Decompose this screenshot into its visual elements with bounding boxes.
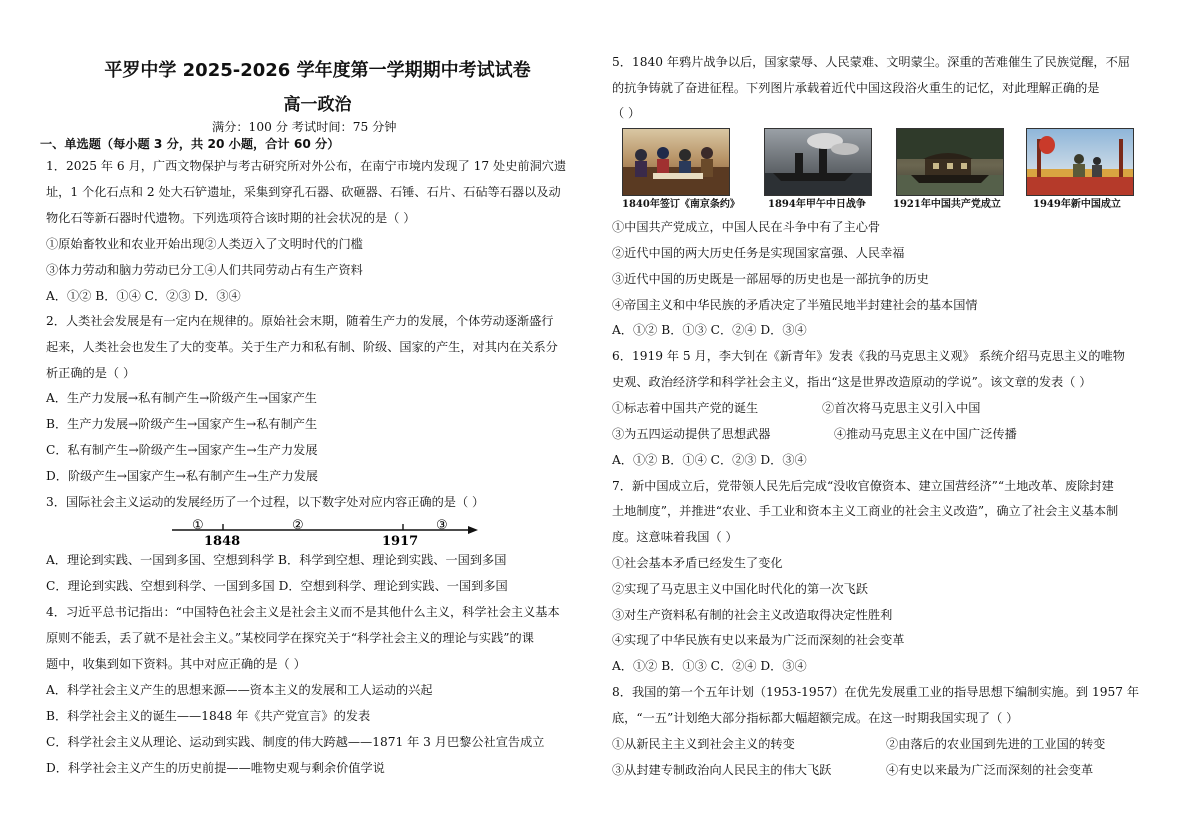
q6-statement-1: ①标志着中国共产党的诞生 [612,401,759,415]
q1-line-2: 址，1 个化石点和 2 处大石铲遗址，采集到穿孔石器、砍砸器、石锤、石片、石砧等石器以及动 [46,185,561,199]
founding-ceremony-icon [1027,129,1133,195]
section-heading: 一、单选题（每小题 3 分，共 20 小题，合计 60 分） [40,137,340,151]
q5-statement-3: ③近代中国的历史既是一部屈辱的历史也是一部抗争的历史 [612,272,929,286]
q1-options: A．①② B．①④ C．②③ D．③④ [46,289,241,303]
q4-option-c: C．科学社会主义从理论、运动到实践、制度的伟大跨越——1871 年 3 月巴黎公社宣告成立 [46,735,545,749]
q8-line-2: 底，“一五”计划绝大部分指标都大幅超额完成。在这一时期我国实现了（ ） [612,711,1019,725]
q7-statement-2: ②实现了马克思主义中国化时代化的第一次飞跃 [612,582,868,596]
timeline-mark-3: ③ [436,518,448,533]
timeline-year-1848: 1848 [204,534,241,548]
q4-line-3: 题中，收集到如下资料。其中对应正确的是（ ） [46,657,306,671]
q4-line-1: 4．习近平总书记指出：“中国特色社会主义是社会主义而不是其他什么主义，科学社会主义基本 [46,605,560,619]
q4-line-2: 原则不能丢，丢了就不是社会主义。”某校同学在探究关于“科学社会主义的理论与实践”的课 [46,631,534,645]
q2-option-c: C．私有制产生→阶级产生→国家产生→生产力发展 [46,443,318,457]
exam-info: 满分：100 分 考试时间：75 分钟 [212,120,397,134]
q2-line-1: 2．人类社会发展是有一定内在规律的。原始社会末期，随着生产力的发展，个体劳动逐渐盛行 [46,314,554,328]
q1-line-1: 1．2025 年 6 月，广西文物保护与考古研究所对外公布，在南宁市境内发现了 17 处史前洞穴遗 [46,159,567,173]
warship-icon [765,129,871,195]
q7-line-2: 土地制度”，并推进“农业、手工业和资本主义工商业的社会主义改造”，确立了社会主义基本制 [612,504,1119,518]
q7-statement-3: ③对生产资料私有制的社会主义改造取得决定性胜利 [612,608,893,622]
q1-line-3: 物化石等新石器时代遗物。下列选项符合该时期的社会状况的是（ ） [46,211,416,225]
exam-title: 平罗中学 2025-2026 学年度第一学期期中考试试卷 [104,60,531,81]
timeline-arrow [468,526,478,534]
q5-line-2: 的抗争铸就了奋进征程。下列图片承载着近代中国这段浴火重生的记忆，对此理解正确的是 [612,81,1100,95]
q5-options: A．①② B．①③ C．②④ D．③④ [612,323,807,337]
q7-statement-4: ④实现了中华民族有史以来最为广泛而深刻的社会变革 [612,633,905,647]
q5-line-1: 5．1840 年鸦片战争以后，国家蒙辱、人民蒙难、文明蒙尘。深重的苦难催生了民族觉醒，不屈 [612,55,1130,69]
q5-statement-1: ①中国共产党成立，中国人民在斗争中有了主心骨 [612,220,881,234]
caption-1921: 1921年中国共产党成立 [893,199,1001,210]
q3-options-cd: C．理论到实践、空想到科学、一国到多国 D．空想到科学、理论到实践、一国到多国 [46,579,508,593]
q6-options: A．①② B．①④ C．②③ D．③④ [612,453,807,467]
timeline-mark-1: ① [192,518,204,533]
q3-timeline [168,518,488,548]
q4-option-d: D．科学社会主义产生的历史前提——唯物史观与剩余价值学说 [46,761,385,775]
q6-statement-3: ③为五四运动提供了思想武器 [612,427,771,441]
q4-option-a: A．科学社会主义产生的思想来源——资本主义的发展和工人运动的兴起 [46,683,433,697]
q8-statement-1: ①从新民主主义到社会主义的转变 [612,737,795,751]
q6-line-1: 6．1919 年 5 月，李大钊在《新青年》发表《我的马克思主义观》 系统介绍马克思主义的唯物 [612,349,1125,363]
q7-options: A．①② B．①③ C．②④ D．③④ [612,659,807,673]
photo-prc-founding [1026,128,1134,196]
q5-statement-4: ④帝国主义和中华民族的矛盾决定了半殖民地半封建社会的基本国情 [612,298,978,312]
q3-line-1: 3．国际社会主义运动的发展经历了一个过程，以下数字处对应内容正确的是（ ） [46,495,485,509]
q8-statement-2: ②由落后的农业国到先进的工业国的转变 [886,737,1106,751]
q1-statement-2: ③体力劳动和脑力劳动已分工④人们共同劳动占有生产资料 [46,263,363,277]
q7-statement-1: ①社会基本矛盾已经发生了变化 [612,556,783,570]
caption-1894: 1894年甲午中日战争 [768,199,866,210]
q2-option-b: B．生产力发展→阶级产生→国家产生→私有制产生 [46,417,318,431]
q6-statement-2: ②首次将马克思主义引入中国 [822,401,981,415]
q5-line-3: （ ） [612,106,641,120]
q7-line-3: 度。这意味着我国（ ） [612,530,738,544]
q6-line-2: 史观、政治经济学和科学社会主义，指出“这是世界改造原动的学说”。该文章的发表（ ） [612,375,1092,389]
q8-statement-4: ④有史以来最为广泛而深刻的社会变革 [886,763,1094,777]
q8-line-1: 8．我国的第一个五年计划（1953-1957）在优先发展重工业的指导思想下编制实施。到 1957 年 [612,685,1140,699]
timeline-mark-2: ② [292,518,304,533]
caption-1949: 1949年新中国成立 [1033,199,1121,210]
photo-cpc-founding [896,128,1004,196]
q2-line-3: 析正确的是（ ） [46,366,136,380]
treaty-scene-icon [623,129,729,195]
subject-title: 高一政治 [283,95,352,115]
photo-nanjing-treaty [622,128,730,196]
q1-statement-1: ①原始畜牧业和农业开始出现②人类迈入了文明时代的门槛 [46,237,363,251]
q8-statement-3: ③从封建专制政治向人民民主的伟大飞跃 [612,763,832,777]
red-boat-icon [897,129,1003,195]
timeline-year-1917: 1917 [382,534,419,548]
q2-line-2: 起来，人类社会也发生了大的变革。关于生产力和私有制、阶级、国家的产生，对其内在关系分 [46,340,558,354]
q2-option-d: D．阶级产生→国家产生→私有制产生→生产力发展 [46,469,318,483]
photo-sino-japanese-war [764,128,872,196]
q4-option-b: B．科学社会主义的诞生——1848 年《共产党宣言》的发表 [46,709,371,723]
q2-option-a: A．生产力发展→私有制产生→阶级产生→国家产生 [46,391,317,405]
q6-statement-4: ④推动马克思主义在中国广泛传播 [834,427,1017,441]
q7-line-1: 7．新中国成立后，党带领人民先后完成“没收官僚资本、建立国营经济”“土地改革、废除封建 [612,479,1114,493]
q3-options-ab: A．理论到实践、一国到多国、空想到科学 B．科学到空想、理论到实践、一国到多国 [46,553,507,567]
caption-1840: 1840年签订《南京条约》 [622,199,740,210]
q5-statement-2: ②近代中国的两大历史任务是实现国家富强、人民幸福 [612,246,905,260]
